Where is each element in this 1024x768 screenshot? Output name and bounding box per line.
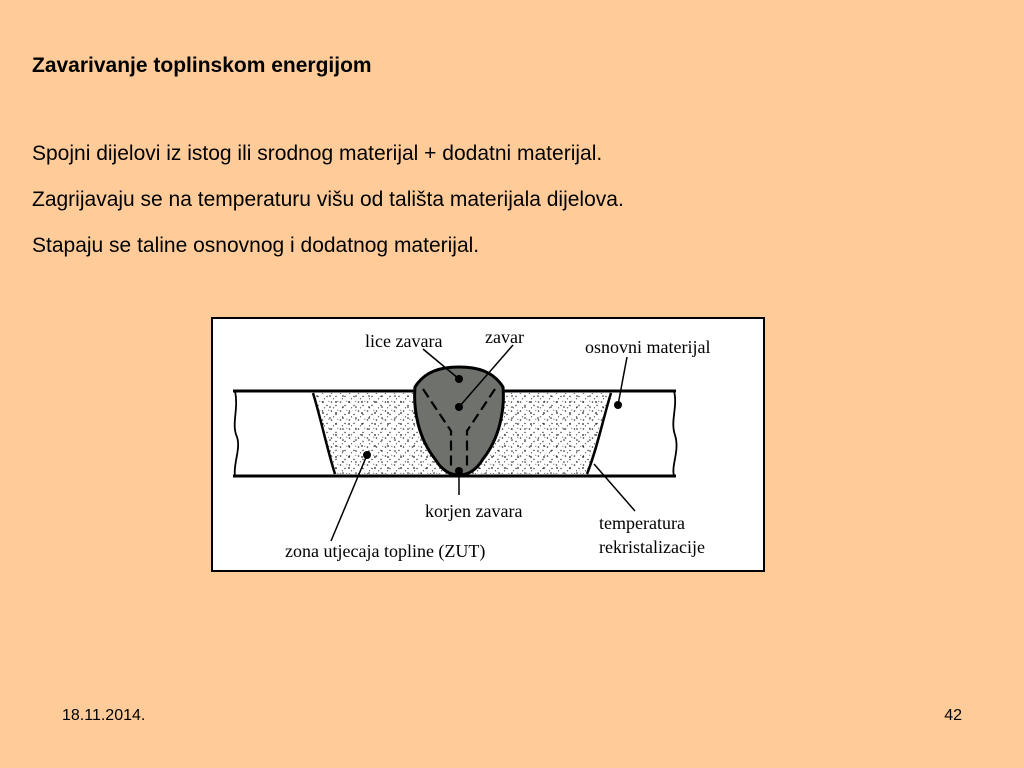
bullet-item: Stapaju se taline osnovnog i dodatnog materijal.	[32, 234, 480, 257]
bullet-item: Zagrijavaju se na temperaturu višu od tališta materijala dijelova.	[32, 188, 624, 211]
right-break-line	[673, 391, 676, 476]
footer-date: 18.11.2014.	[62, 707, 146, 724]
label-lice-zavara: lice zavara	[365, 331, 443, 351]
weld-diagram	[211, 317, 765, 572]
label-rekristalizacije: rekristalizacije	[599, 537, 705, 557]
label-zavar: zavar	[485, 327, 524, 347]
left-break-line	[235, 391, 238, 476]
label-osnovni-materijal: osnovni materijal	[585, 337, 711, 357]
bullet-item: Spojni dijelovi iz istog ili srodnog materijal + dodatni materijal.	[32, 142, 603, 165]
bullet-list	[32, 142, 624, 280]
weld-diagram-svg	[213, 319, 763, 570]
label-zut: zona utjecaja topline (ZUT)	[285, 541, 486, 561]
label-korjen-zavara: korjen zavara	[425, 501, 523, 521]
slide-title: Zavarivanje toplinskom energijom	[32, 54, 372, 77]
label-temperatura: temperatura	[599, 513, 685, 533]
page-number: 42	[944, 707, 962, 724]
